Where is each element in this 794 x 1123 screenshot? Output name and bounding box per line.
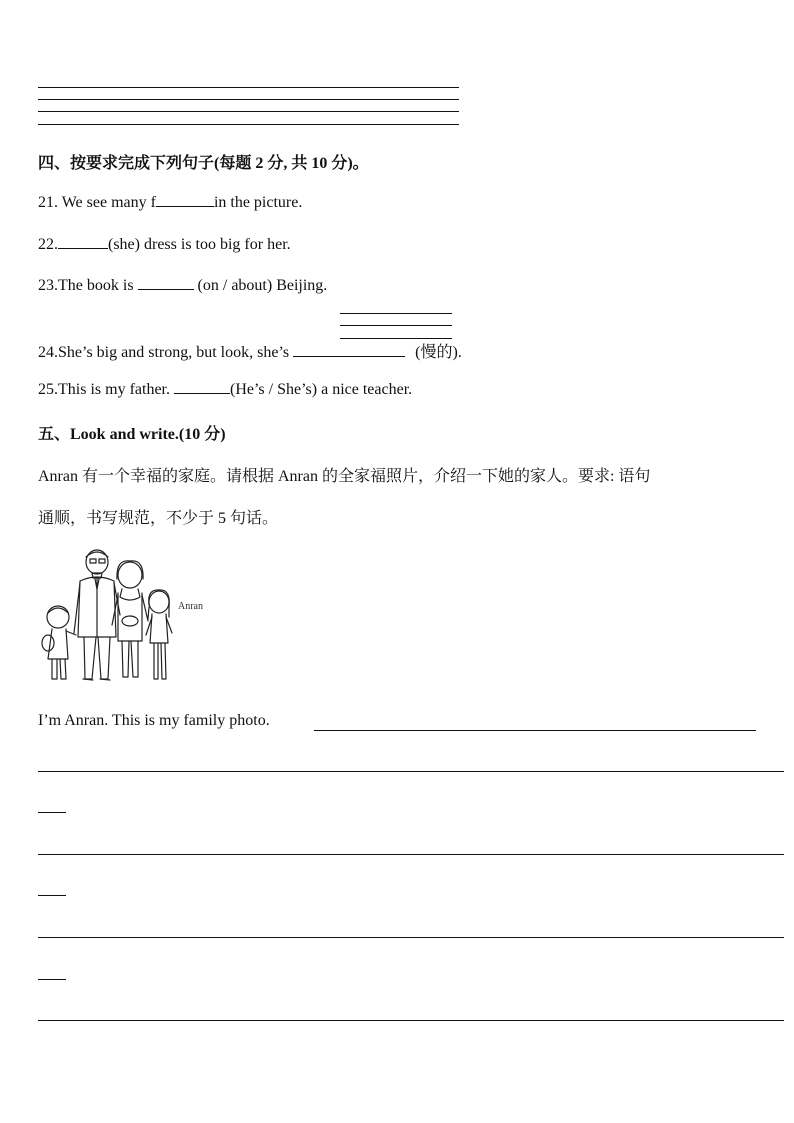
question-23 — [38, 275, 327, 295]
mother-figure — [112, 561, 148, 677]
family-photo-illustration — [38, 545, 218, 685]
anran-figure — [146, 590, 172, 679]
writing-line-starter[interactable] — [314, 730, 756, 731]
question-24-stack-line-1 — [340, 313, 452, 314]
father-figure — [74, 550, 120, 680]
question-22-number: 22. — [38, 236, 58, 253]
writing-line-3[interactable] — [38, 937, 784, 938]
question-22 — [38, 234, 291, 254]
section-5-title: 五、Look and write.(10 分) — [38, 426, 226, 443]
question-23-blank[interactable] — [138, 275, 194, 290]
question-25 — [38, 379, 412, 399]
writing-line-3-tail — [38, 979, 66, 980]
answer-line-top-1 — [38, 87, 459, 88]
anran-label: Anran — [178, 601, 203, 612]
answer-line-top-4 — [38, 124, 459, 125]
question-22-blank[interactable] — [58, 234, 108, 249]
writing-line-4[interactable] — [38, 1020, 784, 1021]
question-24 — [38, 339, 462, 362]
question-25-blank[interactable] — [174, 379, 230, 394]
writing-line-2-tail — [38, 895, 66, 896]
question-22-text-after: (she) dress is too big for her. — [108, 236, 291, 253]
writing-line-1-tail — [38, 812, 66, 813]
question-24-blank[interactable] — [293, 342, 405, 357]
question-25-text-after: (He’s / She’s) a nice teacher. — [229, 381, 413, 398]
question-21-text-after: in the picture. — [213, 194, 303, 211]
section-4-title: 四、按要求完成下列句子(每题 2 分, 共 10 分)。 — [38, 155, 369, 172]
writing-line-1[interactable] — [38, 771, 784, 772]
answer-line-top-3 — [38, 111, 459, 112]
question-21-text-before: 21. We see many f — [38, 194, 156, 211]
question-25-text-before: 25.This is my father. — [38, 381, 170, 398]
question-21-blank[interactable] — [156, 192, 214, 207]
question-24-stack-line-2 — [340, 325, 452, 326]
question-23-text-after: (on / about) Beijing. — [197, 277, 328, 294]
writing-starter-text: I’m Anran. This is my family photo. — [38, 712, 270, 729]
section-5-instruction-line-1: Anran 有一个幸福的家庭。请根据 Anran 的全家福照片，介绍一下她的家人。要求: 语句 — [38, 468, 651, 485]
question-24-text-after: (慢的). — [415, 344, 462, 361]
section-5-instruction-line-2: 通顺，书写规范，不少于 5 句话。 — [38, 510, 279, 527]
writing-starter — [38, 712, 270, 730]
question-21 — [38, 192, 302, 212]
question-23-text-before: 23.The book is — [38, 277, 134, 294]
answer-line-top-2 — [38, 99, 459, 100]
boy-figure — [42, 606, 76, 679]
writing-line-2[interactable] — [38, 854, 784, 855]
question-24-text-before: 24.She’s big and strong, but look, she’s — [38, 344, 290, 361]
